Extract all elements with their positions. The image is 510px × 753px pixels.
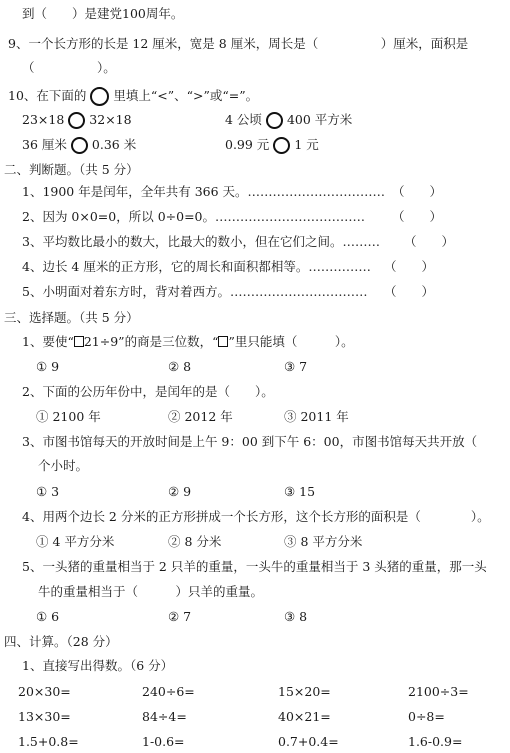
choice-q1-option-3[interactable]: ③ 7 [284, 359, 308, 374]
choice-q1-option-1[interactable]: ① 9 [36, 359, 60, 374]
choice-q4-option-3[interactable]: ③ 8 平方分米 [284, 534, 363, 549]
judge-item-1: 1、1900 年是闰年，全年共有 366 天。…………………………… [22, 184, 386, 199]
circle-blank[interactable] [90, 87, 109, 106]
section4-sub1: 1、直接写出得数。（6 分） [22, 658, 174, 673]
calc-cell: 2100÷3= [408, 684, 469, 699]
calc-cell: 15×20= [278, 684, 331, 699]
choice-q1-option-2[interactable]: ② 8 [168, 359, 192, 374]
compare-right: 32×18 [89, 112, 132, 127]
q10-row1-a [22, 112, 132, 129]
choice-q1-post2: ”里只能填（ ）。 [228, 334, 354, 349]
choice-q4-option-1[interactable]: ① 4 平方分米 [36, 534, 115, 549]
calc-cell: 0.7+0.4= [278, 734, 339, 749]
calc-cell: 40×21= [278, 709, 331, 724]
choice-q1 [22, 334, 354, 350]
calc-cell: 1-0.6= [142, 734, 185, 749]
compare-left: 23×18 [22, 112, 65, 127]
choice-q5-option-1[interactable]: ① 6 [36, 609, 60, 624]
calc-cell: 1.6-0.9= [408, 734, 463, 749]
judge-item-3: 3、平均数比最小的数大，比最大的数小，但在它们之间。……… [22, 234, 380, 249]
judge-item-4: 4、边长 4 厘米的正方形，它的周长和面积都相等。…………… [22, 259, 371, 274]
choice-q5-line1: 5、一头猪的重量相当于 2 只羊的重量，一头牛的重量相当于 3 头猪的重量，那一头 [22, 559, 487, 574]
circle-blank[interactable] [71, 137, 88, 154]
choice-q4: 4、用两个边长 2 分米的正方形拼成一个长方形，这个长方形的面积是（ ）。 [22, 509, 490, 524]
compare-left: 4 公顷 [225, 112, 262, 127]
square-box-icon [74, 336, 84, 347]
calc-cell: 240÷6= [142, 684, 195, 699]
choice-q5-option-3[interactable]: ③ 8 [284, 609, 308, 624]
calc-cell: 0÷8= [408, 709, 445, 724]
choice-q2-option-2[interactable]: ② 2012 年 [168, 409, 233, 424]
choice-q1-pre: 1、要使“ [22, 334, 74, 349]
choice-q2-option-1[interactable]: ① 2100 年 [36, 409, 101, 424]
circle-blank[interactable] [266, 112, 283, 129]
choice-q3-option-1[interactable]: ① 3 [36, 484, 60, 499]
calc-cell: 20×30= [18, 684, 71, 699]
judge-bracket-3[interactable]: （ ） [404, 234, 455, 249]
q10-row2-a [22, 137, 136, 154]
choice-q3-line1: 3、市图书馆每天的开放时间是上午 9：00 到下午 6：00，市图书馆每天共开放（ [22, 434, 478, 449]
judge-bracket-1[interactable]: （ ） [392, 184, 443, 199]
q9-line1: 9、一个长方形的长是 12 厘米，宽是 8 厘米，周长是（ ）厘米，面积是 [8, 36, 469, 51]
choice-q3-option-2[interactable]: ② 9 [168, 484, 192, 499]
compare-right: 400 平方米 [286, 112, 353, 127]
choice-q1-post: 21÷9”的商是三位数，“ [83, 334, 219, 349]
top-line: 到（ ）是建党100周年。 [22, 6, 184, 21]
judge-bracket-2[interactable]: （ ） [392, 209, 443, 224]
q9-line2: （ ）。 [22, 60, 116, 75]
choice-q3-line2: 个小时。 [38, 458, 89, 473]
judge-bracket-5[interactable]: （ ） [384, 284, 435, 299]
section3-title: 三、选择题。（共 5 分） [4, 310, 139, 325]
q10-instruction [8, 87, 258, 106]
judge-bracket-4[interactable]: （ ） [384, 259, 435, 274]
q10-row2-b [225, 137, 319, 154]
choice-q2-option-3[interactable]: ③ 2011 年 [284, 409, 349, 424]
choice-q5-option-2[interactable]: ② 7 [168, 609, 192, 624]
compare-right: 0.36 米 [91, 137, 137, 152]
judge-item-5: 5、小明面对着东方时，背对着西方。…………………………… [22, 284, 368, 299]
compare-left: 0.99 元 [225, 137, 270, 152]
calc-cell: 1.5+0.8= [18, 734, 79, 749]
choice-q5-line2: 牛的重量相当于（ ）只羊的重量。 [38, 584, 264, 599]
choice-q3-option-3[interactable]: ③ 15 [284, 484, 316, 499]
section4-title: 四、计算。（28 分） [4, 634, 118, 649]
circle-blank[interactable] [273, 137, 290, 154]
choice-q4-option-2[interactable]: ② 8 分米 [168, 534, 222, 549]
section2-title: 二、判断题。（共 5 分） [4, 162, 139, 177]
compare-right: 1 元 [294, 137, 319, 152]
choice-q2: 2、下面的公历年份中，是闰年的是（ ）。 [22, 384, 274, 399]
q10-suffix: 里填上“<”、“>”或“=”。 [113, 88, 259, 103]
square-box-icon [218, 336, 228, 347]
judge-item-2: 2、因为 0×0=0，所以 0÷0=0。……………………………… [22, 209, 366, 224]
calc-cell: 13×30= [18, 709, 71, 724]
q10-row1-b [225, 112, 352, 129]
circle-blank[interactable] [68, 112, 85, 129]
q10-prefix: 10、在下面的 [8, 88, 87, 103]
compare-left: 36 厘米 [22, 137, 67, 152]
calc-cell: 84÷4= [142, 709, 187, 724]
